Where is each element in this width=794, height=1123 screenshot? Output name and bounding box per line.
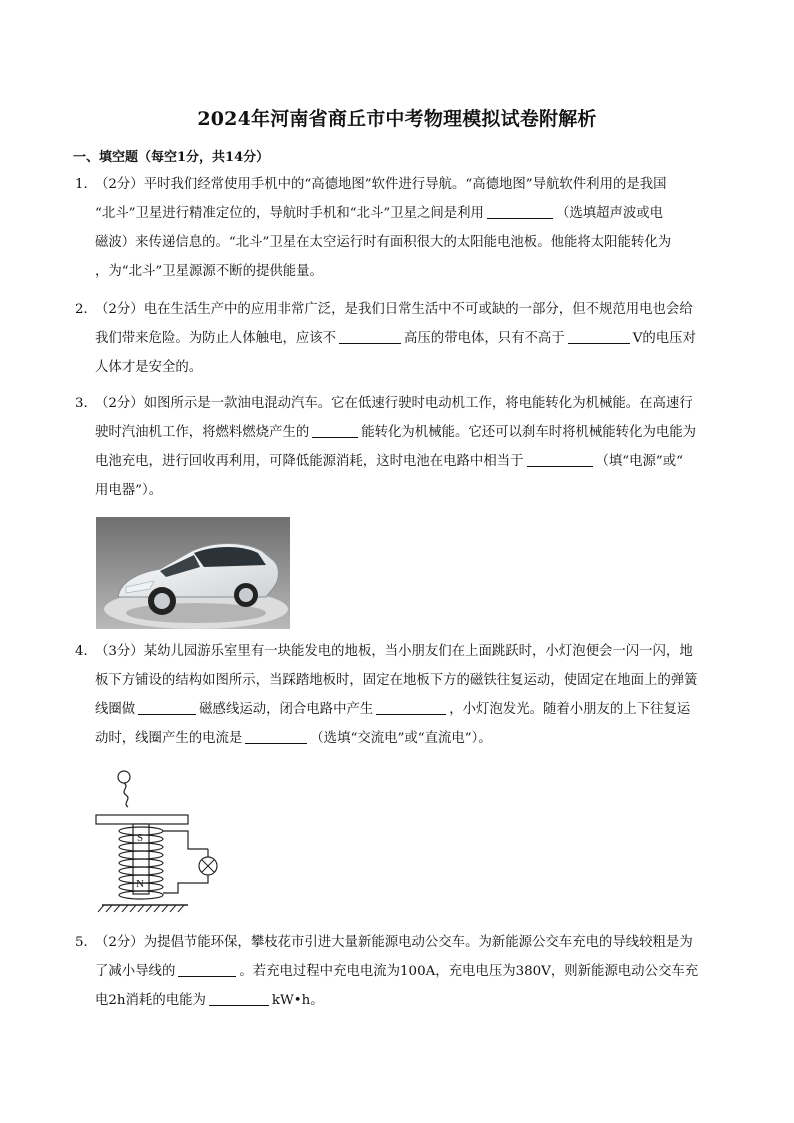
question-text: 。若充电过程中充电电流为100A，充电电压为380V，则新能源电动公交车充 (239, 964, 699, 979)
answer-blank[interactable] (339, 329, 401, 344)
question-text: （3分）某幼儿园游乐室里有一块能发电的地板，当小朋友们在上面跳跃时，小灯泡便会一闪一闪，地 (95, 644, 693, 659)
question-text: 磁感线运动，闭合电路中产生 (199, 702, 374, 717)
section-heading-fill-blank: 一、填空题（每空1分，共14分） (73, 150, 270, 165)
question-text: 我们带来危险。为防止人体触电，应该不 (95, 331, 337, 346)
question-text: 板下方铺设的结构如图所示，当踩踏地板时，固定在地板下方的磁铁往复运动，使固定在地面上的弹簧 (95, 673, 698, 688)
question-number: 3． (75, 396, 97, 411)
answer-blank[interactable] (312, 423, 358, 438)
question-number: 4． (75, 644, 97, 659)
question-text: （2分）为提倡节能环保，攀枝花市引进大量新能源电动公交车。为新能源公交车充电的导线较粗是为 (95, 935, 693, 950)
question-number: 5． (75, 935, 97, 950)
answer-blank[interactable] (178, 962, 236, 977)
question-text: （选填“交流电”或“直流电”）。 (310, 731, 492, 746)
question-4 (75, 637, 723, 753)
answer-blank[interactable] (487, 204, 553, 219)
question-text: 线圈做 (95, 702, 136, 717)
answer-blank[interactable] (138, 700, 196, 715)
question-text: 磁波）来传递信息的。“北斗”卫星在太空运行时有面积很大的太阳能电池板。他能将太阳能转化为 (95, 235, 672, 250)
question-text: ，小灯泡发光。随着小朋友的上下往复运 (449, 702, 691, 717)
question-text: 能转化为机械能。它还可以刹车时将机械能转化为电能为 (361, 425, 697, 440)
question-text: （2分）平时我们经常使用手机中的“高德地图”软件进行导航。“高德地图”导航软件利用的是我国 (95, 177, 667, 192)
question-text: 用电器”）。 (95, 483, 163, 498)
question-text: 人体才是安全的。 (95, 360, 203, 375)
question-text: 电池充电，进行回收再利用，可降低能源消耗，这时电池在电路中相当于 (95, 454, 524, 469)
question-number: 2． (75, 302, 97, 317)
question-text: （2分）如图所示是一款油电混动汽车。它在低速行驶时电动机工作，将电能转化为机械能。在高速行 (95, 396, 693, 411)
magnet-pole-s: S (137, 832, 144, 844)
answer-blank[interactable] (376, 700, 446, 715)
answer-blank[interactable] (209, 991, 269, 1006)
answer-blank[interactable] (568, 329, 630, 344)
question-2 (75, 295, 723, 382)
question-text: （2分）电在生活生产中的应用非常广泛，是我们日常生活中不可或缺的一部分，但不规范用电也会给 (95, 302, 693, 317)
answer-blank[interactable] (527, 452, 593, 467)
question-text: 了减小导线的 (95, 964, 176, 979)
question-text: （选填超声波或电 (555, 206, 664, 221)
question-5 (75, 928, 723, 1015)
question-text: 驶时汽油机工作，将燃料燃烧产生的 (95, 425, 310, 440)
question-text: ，为“北斗”卫星源源不断的提供能量。 (95, 264, 323, 279)
question-text: 电2h消耗的电能为 (95, 993, 206, 1008)
page-title: 2024年河南省商丘市中考物理模拟试卷附解析 (197, 108, 597, 130)
question-text: kW•h。 (271, 993, 324, 1008)
answer-blank[interactable] (245, 729, 307, 744)
question-text: V的电压对 (632, 331, 696, 346)
question-text: 动时，线圈产生的电流是 (95, 731, 243, 746)
magnet-pole-n: N (136, 878, 144, 890)
question-text: 高压的带电体，只有不高于 (404, 331, 565, 346)
question-text: （填“电源”或“ (595, 454, 683, 469)
question-1 (75, 170, 723, 286)
floor-generator-diagram (92, 765, 232, 915)
hybrid-car-image (96, 517, 290, 629)
question-number: 1． (75, 177, 97, 192)
question-3 (75, 389, 723, 505)
question-text: “北斗”卫星进行精准定位的，导航时手机和“北斗”卫星之间是利用 (95, 206, 484, 221)
